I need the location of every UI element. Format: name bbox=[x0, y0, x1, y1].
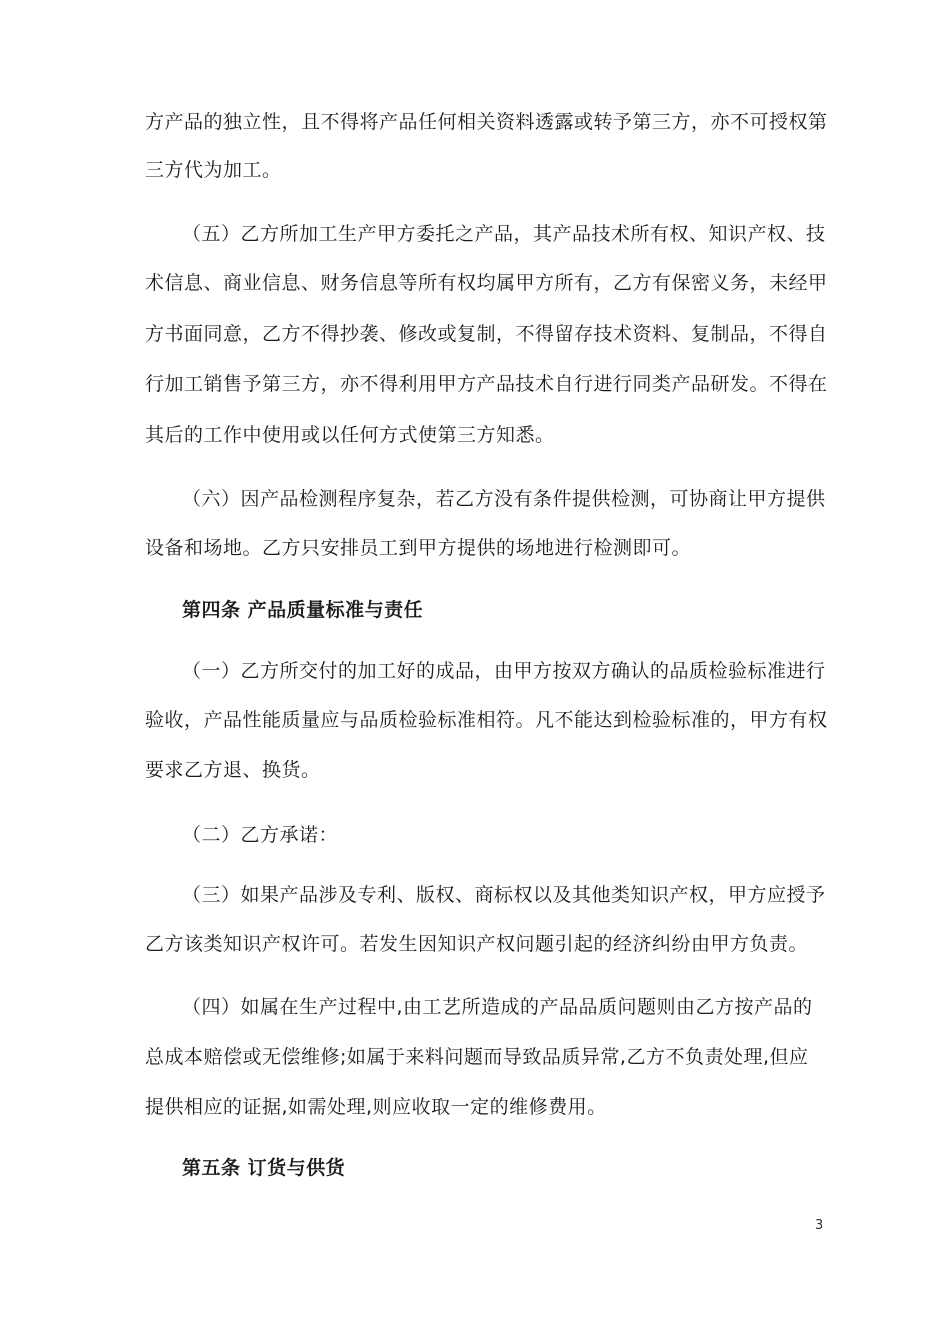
text-line: 总成本赔偿或无偿维修;如属于来料问题而导致品质异常,乙方不负责处理,但应 bbox=[145, 1046, 809, 1068]
text-line: 术信息、商业信息、财务信息等所有权均属甲方所有，乙方有保密义务，未经甲 bbox=[145, 272, 828, 294]
text-line: 行加工销售予第三方，亦不得利用甲方产品技术自行进行同类产品研发。不得在 bbox=[145, 373, 828, 395]
text-line: 乙方该类知识产权许可。若发生因知识产权问题引起的经济纠纷由甲方负责。 bbox=[145, 933, 809, 955]
text-line: （四）如属在生产过程中,由工艺所造成的产品品质问题则由乙方按产品的 bbox=[182, 996, 813, 1018]
text-line: 要求乙方退、换货。 bbox=[145, 759, 321, 781]
section-heading: 第四条 产品质量标准与责任 bbox=[182, 599, 424, 621]
text-line: 其后的工作中使用或以任何方式使第三方知悉。 bbox=[145, 424, 555, 446]
text-line: （五）乙方所加工生产甲方委托之产品，其产品技术所有权、知识产权、技 bbox=[182, 223, 826, 245]
page-number: 3 bbox=[815, 1218, 824, 1233]
text-line: 验收，产品性能质量应与品质检验标准相符。凡不能达到检验标准的，甲方有权 bbox=[145, 709, 828, 731]
text-line: 设备和场地。乙方只安排员工到甲方提供的场地进行检测即可。 bbox=[145, 537, 692, 559]
text-line: 方书面同意，乙方不得抄袭、修改或复制，不得留存技术资料、复制品，不得自 bbox=[145, 323, 828, 345]
text-line: （二）乙方承诺： bbox=[182, 824, 339, 846]
text-line: （六）因产品检测程序复杂，若乙方没有条件提供检测，可协商让甲方提供 bbox=[182, 488, 826, 510]
text-line: （一）乙方所交付的加工好的成品，由甲方按双方确认的品质检验标准进行 bbox=[182, 660, 826, 682]
text-line: 方产品的独立性，且不得将产品任何相关资料透露或转予第三方，亦不可授权第 bbox=[145, 111, 828, 133]
text-line: （三）如果产品涉及专利、版权、商标权以及其他类知识产权，甲方应授予 bbox=[182, 884, 826, 906]
text-line: 三方代为加工。 bbox=[145, 159, 282, 181]
section-heading: 第五条 订货与供货 bbox=[182, 1157, 346, 1179]
text-line: 提供相应的证据,如需处理,则应收取一定的维修费用。 bbox=[145, 1096, 607, 1118]
